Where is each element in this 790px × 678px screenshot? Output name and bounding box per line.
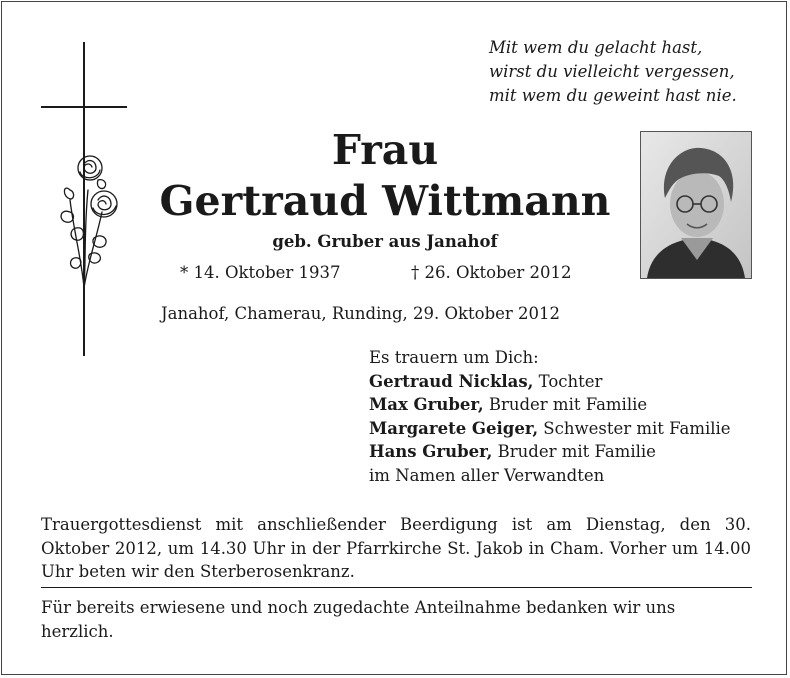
mourner-entry bbox=[369, 370, 731, 394]
mourner-name: Gertraud Nicklas, bbox=[369, 371, 534, 391]
mourner-relation: Bruder mit Familie bbox=[483, 395, 648, 414]
quote-line: Mit wem du gelacht hast, bbox=[489, 38, 703, 57]
mourner-relation: Schwester mit Familie bbox=[538, 418, 731, 438]
mourner-name: Hans Gruber, bbox=[369, 442, 493, 461]
birth-name: geb. Gruber aus Janahof bbox=[272, 232, 498, 251]
mourners-closing: im Namen aller Verwandten bbox=[369, 465, 605, 485]
birth-date: * 14. Oktober 1937 bbox=[180, 263, 341, 282]
death-date: † 26. Oktober 2012 bbox=[411, 263, 572, 282]
thanks-text: Für bereits erwiesene und noch zugedachte Anteilnahme bedanken wir uns herzlich. bbox=[41, 598, 676, 641]
deceased-name: Gertraud Wittmann bbox=[159, 177, 611, 225]
cross-bar bbox=[41, 106, 127, 108]
quote-line: wirst du vielleicht vergessen, bbox=[489, 62, 735, 81]
mourners-list bbox=[369, 346, 731, 487]
mourner-entry bbox=[369, 393, 731, 417]
salutation: Frau bbox=[331, 126, 439, 174]
funeral-service-text: Trauergottesdienst mit anschließender Beerdigung ist am Dienstag, den 30. Oktober 2012, um 14.30 Uhr in der Pfarrkirche St. Jakob in Cham. Vorher um 14.00 Uhr beten wir den Sterberosenkranz. bbox=[41, 515, 751, 581]
mourners-intro: Es trauern um Dich: bbox=[369, 348, 539, 367]
obituary-notice bbox=[1, 1, 787, 675]
mourner-relation: Bruder mit Familie bbox=[492, 442, 656, 461]
portrait-photo bbox=[640, 131, 752, 279]
quote-line: mit wem du geweint hast nie. bbox=[489, 86, 737, 105]
portrait-image bbox=[641, 132, 751, 278]
mourner-entry bbox=[369, 440, 731, 464]
mourner-name: Max Gruber, bbox=[369, 395, 484, 414]
place-date: Janahof, Chamerau, Runding, 29. Oktober 2012 bbox=[161, 304, 561, 323]
mourner-name: Margarete Geiger, bbox=[369, 418, 539, 438]
divider bbox=[41, 587, 752, 588]
mourner-entry bbox=[369, 417, 731, 441]
memorial-quote bbox=[489, 36, 737, 108]
mourner-relation: Tochter bbox=[533, 371, 603, 391]
